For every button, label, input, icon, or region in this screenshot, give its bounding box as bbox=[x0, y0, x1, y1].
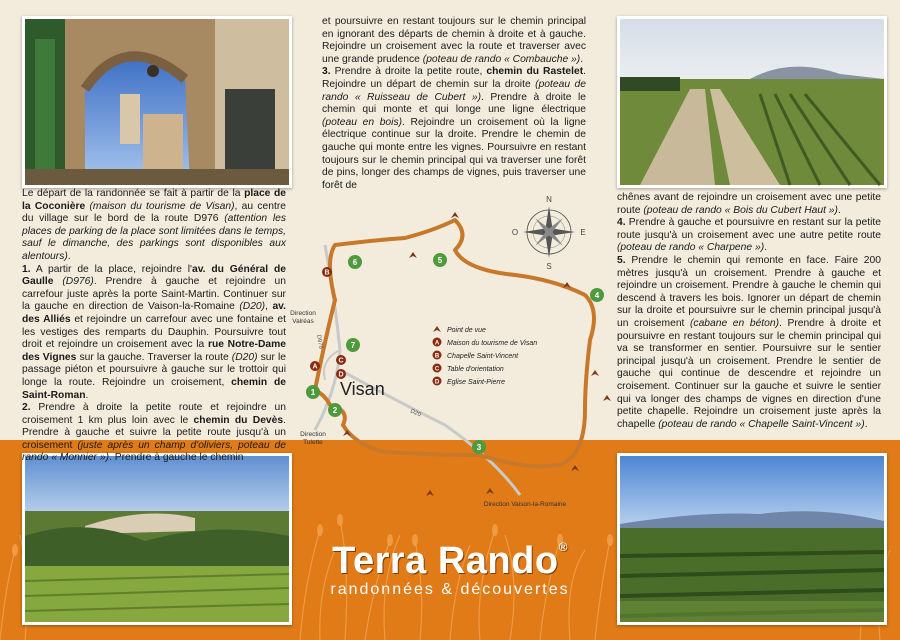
poi-a-label: A bbox=[312, 363, 318, 371]
legend-b-letter: B bbox=[434, 353, 440, 360]
step-2-note-2: (poteau de rando « Combauche ») bbox=[422, 53, 581, 65]
step-2-number: 2. bbox=[22, 402, 31, 414]
right-text-block bbox=[617, 192, 881, 431]
poi-b-label: B bbox=[324, 269, 330, 277]
intro-paragraph bbox=[22, 188, 286, 264]
compass-n: N bbox=[546, 195, 552, 204]
waypoint-3-label: 3 bbox=[476, 443, 482, 452]
waypoint-1-label: 1 bbox=[310, 388, 316, 397]
waypoint-3[interactable] bbox=[472, 440, 486, 454]
step-1-text-5: sur la gauche. Traverser la route bbox=[76, 351, 232, 363]
step-1-street-2: av. des Alliés bbox=[22, 301, 286, 325]
legend-d: Eglise Saint-Pierre bbox=[447, 379, 505, 386]
step-2-text-3-rest: et poursuivre en restant toujours sur le chemin principal en ignorant des départs de chemin à droite et à gauche. Rejoindre un croisement avec la route et traverser avec une grande prudence bbox=[322, 16, 586, 65]
village-landscape-photo bbox=[22, 453, 292, 625]
step-3-text: Prendre à droite la petite route, bbox=[330, 66, 487, 78]
step-5-paragraph bbox=[617, 255, 881, 431]
intro-parking-note: (attention les places de parking de la place sont limitées dans le temps, sauf le dimanche, des parkings sont disponibles aux alentours) bbox=[22, 213, 286, 262]
step-3-text-4: . Rejoindre un croisement où la ligne électrique continue sur la droite. Prendre le chemin de gauche qui monte entre les vignes. Poursuivre en restant toujours sur le chemin principal qui va traverser une forêt de pins, longer des champs de vignes, puis traverser une forêt de bbox=[322, 116, 586, 191]
step-2-text-2: . Prendre à gauche et suivre la petite route jusqu'à un croisement bbox=[22, 414, 286, 451]
step-2-text: Prendre à droite la petite route et rejoindre un croisement 1 km plus loin avec le bbox=[22, 402, 286, 426]
brand-title-text: Terra Rando bbox=[332, 540, 559, 582]
waypoint-7[interactable] bbox=[346, 338, 360, 352]
dir-tulette-1: Direction bbox=[300, 431, 326, 438]
step-1-street-4: chemin de Saint-Roman bbox=[22, 376, 286, 401]
waypoint-7-label: 7 bbox=[350, 341, 356, 350]
poi-d bbox=[336, 369, 346, 379]
dir-valreas-2: Valréas bbox=[292, 318, 314, 325]
brand-subtitle: randonnées & découvertes bbox=[330, 581, 570, 598]
step-5-text: Prendre le chemin qui remonte en face. Faire 200 mètres jusqu'à un croisement. Prendre à gauche et rejoindre un croisement. Prendre à gauche le chemin qui descend à travers les bois. Ignorer un départ de chemin sur la droite et poursuivre sur le chemin principal jusqu'à un croisement bbox=[617, 254, 881, 329]
intro-text-2: , au centre du village sur le bord de la route D976 bbox=[22, 200, 286, 225]
village-arch-photo bbox=[22, 16, 292, 188]
legend-viewpoint: Point de vue bbox=[447, 327, 486, 334]
step-5-text-2: . Prendre à droite et poursuivre en restant toujours sur le chemin principal qui va se transformer en sentier. Poursuivre sur le sentier principal jusqu'à un croisement. Prendre le sentier de gauche qui continue de descendre et rejoindre un croisement. Continuer sur la gauche et suivre le sentier qui va longer des champs de vignes en direction d'une petite chapelle. Rejoindre un croisement juste après la chapelle bbox=[617, 317, 881, 430]
step-3-text-3: . Prendre à droite le chemin qui monte et qui longe une ligne électrique bbox=[322, 91, 587, 116]
step-3-note: (poteau de rando « Ruisseau de Cubert ») bbox=[322, 78, 586, 103]
legend-b: Chapelle Saint-Vincent bbox=[447, 353, 519, 360]
waypoint-4-label: 4 bbox=[594, 291, 600, 300]
waypoint-4[interactable] bbox=[590, 288, 604, 302]
intro-text-3: . bbox=[67, 250, 71, 262]
step-1-text-6: sur le passage piéton et poursuivre à gauche sur le trottoir qui longe la route. Rejoindre un croisement, bbox=[22, 351, 286, 388]
waypoint-2-label: 2 bbox=[332, 406, 338, 415]
intro-text: Le départ de la randonnée se fait à partir de la bbox=[22, 188, 245, 199]
brand-title bbox=[300, 540, 600, 583]
brand-reg-mark: ® bbox=[558, 540, 568, 554]
step-1-road-2: (D20) bbox=[239, 301, 266, 313]
step-3-text-6: . bbox=[837, 204, 841, 216]
step-3-street: chemin du Rastelet bbox=[486, 66, 584, 78]
road-d20-label: D20 bbox=[409, 408, 422, 419]
step-3-paragraph-b bbox=[617, 192, 881, 217]
dir-tulette-2: Tulette bbox=[303, 439, 323, 446]
intro-note: (maison du tourisme de Visan) bbox=[85, 200, 235, 212]
middle-text-block bbox=[322, 16, 586, 192]
step-1-street-3: rue Notre-Dame des Vignes bbox=[22, 339, 286, 363]
step-2-paragraph-a bbox=[22, 402, 286, 465]
compass-icon bbox=[512, 195, 586, 271]
step-3-note-3: (poteau de rando « Bois du Cubert Haut ») bbox=[643, 204, 838, 216]
step-5-number: 5. bbox=[617, 254, 626, 266]
step-3-text-2: . Rejoindre un départ de chemin sur la droite bbox=[322, 66, 586, 90]
step-1-road: (D976) bbox=[53, 276, 94, 288]
step-2-text-4: . bbox=[580, 53, 584, 65]
step-5-text-3: . bbox=[864, 418, 868, 430]
poi-b bbox=[322, 267, 332, 277]
intro-place: place de la Coconière bbox=[22, 188, 286, 212]
road-d976-label: D976 bbox=[315, 334, 324, 350]
compass-s: S bbox=[546, 262, 552, 271]
step-5-note: (cabane en béton) bbox=[690, 317, 780, 329]
legend-c-letter: C bbox=[434, 366, 440, 373]
waypoint-6-label: 6 bbox=[352, 258, 358, 267]
step-1-road-3: (D20) bbox=[231, 351, 258, 363]
step-5-note-2: (poteau de rando « Chapelle Saint-Vincent ») bbox=[658, 418, 865, 430]
waypoint-1[interactable] bbox=[306, 385, 320, 399]
map-legend bbox=[433, 326, 538, 386]
poi-d-label: D bbox=[338, 371, 344, 379]
step-1-text: A partir de la place, rejoindre l' bbox=[30, 263, 192, 275]
step-3-number: 3. bbox=[322, 66, 331, 78]
vineyard-mountain-photo bbox=[617, 453, 887, 625]
compass-e: E bbox=[580, 228, 586, 237]
poi-c bbox=[336, 355, 346, 365]
step-2-paragraph-b bbox=[322, 16, 586, 66]
brand-logo bbox=[300, 540, 600, 599]
step-1-paragraph bbox=[22, 264, 286, 403]
waypoint-6[interactable] bbox=[348, 255, 362, 269]
vineyard-path-photo bbox=[617, 16, 887, 188]
step-4-text-2: . bbox=[764, 242, 767, 254]
step-4-text: Prendre à gauche et poursuivre en restant sur la petite route jusqu'à un croisement avec une autre petite route bbox=[617, 217, 881, 241]
step-3-paragraph-a bbox=[322, 66, 586, 192]
step-1-street: av. du Général de Gaulle bbox=[22, 263, 286, 288]
town-label: Visan bbox=[340, 379, 385, 399]
step-1-text-2: . Prendre à gauche et rejoindre un carrefour juste après la porte Saint-Martin. Continuer sur la gauche en direction de Vaison-la-Romaine bbox=[22, 276, 286, 313]
dir-valreas-1: Direction bbox=[290, 310, 316, 317]
step-2-street: chemin du Devès bbox=[193, 414, 284, 426]
legend-a: Maison du tourisme de Visan bbox=[447, 340, 538, 347]
step-4-paragraph bbox=[617, 217, 881, 255]
legend-d-letter: D bbox=[434, 379, 440, 386]
waypoint-5[interactable] bbox=[433, 253, 447, 267]
intro-text-block bbox=[22, 188, 286, 465]
waypoint-5-label: 5 bbox=[437, 256, 443, 265]
step-4-note: (poteau de rando « Charpene ») bbox=[617, 242, 765, 254]
step-1-text-4: et rejoindre un carrefour avec une fontaine et les vestiges des remparts du Dauphin. Poursuivre tout droit et rejoindre un croisement avec la bbox=[22, 313, 286, 351]
dir-vaison: Direction Vaison-la-Romaine bbox=[483, 501, 567, 508]
step-2-text-3-part: . Prendre à gauche le chemin bbox=[109, 452, 244, 464]
poi-c-label: C bbox=[338, 357, 344, 365]
step-2-note: (juste après un champ d'oliviers, poteau de rando « Monnier ») bbox=[22, 439, 286, 464]
step-1-text-7: . bbox=[85, 389, 89, 401]
step-1-number: 1. bbox=[22, 263, 31, 275]
step-3-note-2: (poteau en bois) bbox=[322, 116, 403, 128]
step-1-text-3: , bbox=[265, 301, 273, 313]
waypoint-2[interactable] bbox=[328, 403, 342, 417]
step-4-number: 4. bbox=[617, 217, 626, 229]
legend-a-letter: A bbox=[434, 340, 440, 347]
compass-o: O bbox=[511, 228, 519, 237]
route-map bbox=[290, 190, 615, 520]
legend-c: Table d'orientation bbox=[447, 366, 504, 373]
step-3-text-5-rest: chênes avant de rejoindre un croisement avec une petite route bbox=[617, 192, 881, 216]
poi-a bbox=[310, 361, 320, 371]
